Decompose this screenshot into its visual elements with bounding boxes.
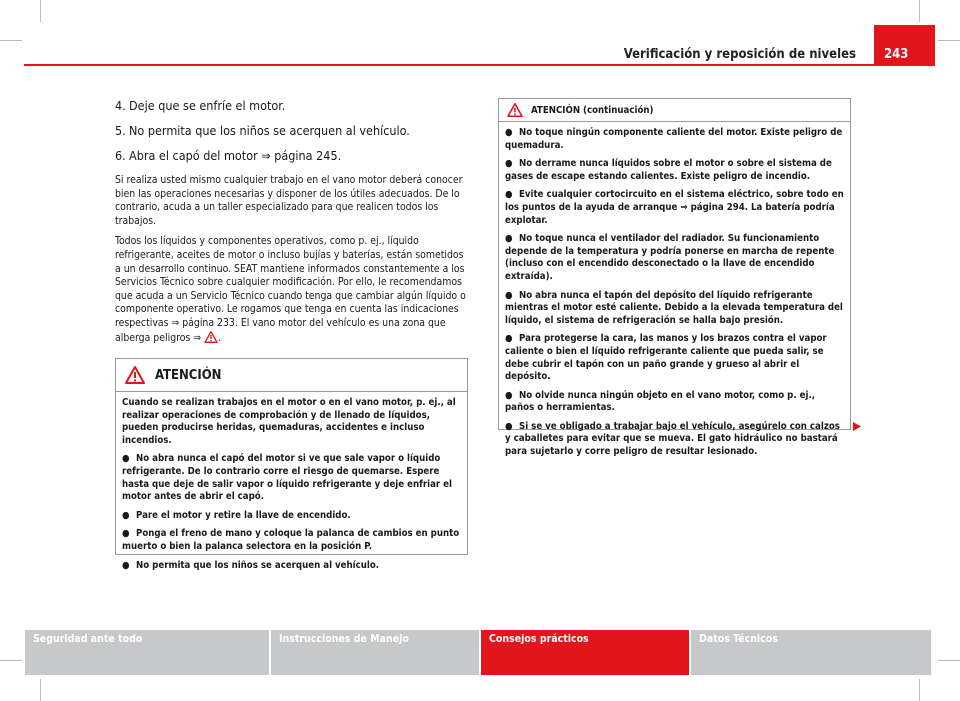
page-number: 243 [874, 25, 935, 65]
step-text: Abra el capó del motor ⇒ página 245. [129, 148, 342, 163]
warning-bullet: ● Pare el motor y retire la llave de encendido. [122, 509, 351, 521]
crop-mark [0, 40, 22, 41]
bullet-icon: ● [505, 420, 513, 432]
warning-continuation-header [499, 99, 850, 122]
fluids-paragraph-end: . [218, 331, 222, 344]
crop-mark [0, 660, 22, 661]
step-text: Deje que se enfríe el motor. [129, 98, 286, 113]
warning-bullet: ● No toque ningún componente caliente del motor. Existe peligro de quemadura. [505, 127, 843, 151]
crop-mark [40, 0, 41, 22]
crop-mark [938, 660, 960, 661]
warning-bullet: ● Ponga el freno de mano y coloque la palanca de cambios en punto muerto o bien la palanca selectora en la posición P. [122, 528, 460, 552]
fluids-paragraph [115, 235, 467, 345]
bullet-icon: ● [505, 389, 513, 401]
warning-continuation-box [498, 98, 851, 458]
intro-paragraph: Si realiza usted mismo cualquier trabajo en el vano motor deberá conocer bien las operaciones necesarias y disponer de los útiles adecuados. De lo contrario, acuda a un taller especializado para que realicen todos los trabajos. [115, 174, 463, 227]
tab-datos-tecnicos[interactable]: Datos Técnicos [691, 630, 931, 675]
crop-mark [40, 679, 41, 701]
warning-bullet: ● Evite cualquier cortocircuito en el sistema eléctrico, sobre todo en los puntos de la ayuda de arranque ⇒ página 294. La batería podría explotar. [505, 189, 844, 226]
warning-triangle-icon [507, 103, 523, 117]
warning-continuation-body [499, 122, 850, 459]
bullet-icon: ● [505, 189, 513, 201]
warning-bullet: ● No toque nunca el ventilador del radiador. Su funcionamiento depende de la temperatura y podría ponerse en marcha de repente (incluso con el encendido desconectado o la llave de encendido extraída). [505, 233, 835, 282]
bullet-icon: ● [505, 127, 513, 138]
warning-box [115, 358, 468, 571]
steps-list [115, 98, 467, 164]
step-item [115, 123, 467, 139]
step-number: 5. [115, 123, 126, 138]
warning-title: ATENCIÓN [155, 367, 222, 383]
tab-consejos[interactable]: Consejos prácticos [481, 630, 689, 675]
bullet-icon: ● [505, 333, 513, 345]
fluids-paragraph-text: Todos los líquidos y componentes operativos, como p. ej., líquido refrigerante, aceites de motor o incluso bujías y baterías, están sometidos a un desarrollo continuo. SEAT mantiene informados constantemente a los Servicios Técnico sobre cualquier modificación. Por ello, le recomendamos que acuda a un Servicio Técnico cuando tenga que cambiar algún líquido o componente operativo. Le rogamos que tenga en cuenta las indicaciones respectivas ⇒ página 233. El vano motor del vehículo es una zona que alberga peligros ⇒ [115, 235, 466, 344]
step-number: 6. [115, 148, 126, 163]
header-divider [24, 64, 935, 66]
warning-continuation-title: ATENCIÓN (continuación) [531, 104, 654, 116]
bullet-icon: ● [122, 453, 130, 465]
warning-header [116, 359, 467, 392]
warning-bullet: ● No derrame nunca líquidos sobre el motor o sobre el sistema de gases de escape estando calientes. Existe peligro de incendio. [505, 158, 832, 182]
bullet-icon: ● [122, 528, 130, 540]
bullet-icon: ● [122, 509, 130, 521]
warning-triangle-icon [125, 366, 145, 384]
warning-bullet: ● No abra nunca el capó del motor si ve que sale vapor o líquido refrigerante. De lo contrario corre el riesgo de quemarse. Espere hasta que deje de salir vapor o líquido refrigerante y deje enfriar el motor antes de abrir el capó. [122, 453, 452, 503]
warning-bullet: ● No abra nunca el tapón del depósito del líquido refrigerante mientras el motor esté caliente. Debido a la elevada temperatura del líquido, el sistema de refrigeración se halla bajo presión. [505, 289, 843, 326]
bullet-icon: ● [505, 158, 513, 170]
continue-arrow-icon [853, 422, 861, 431]
warning-bullet: ● No permita que los niños se acerquen al vehículo. [122, 559, 380, 571]
warning-bullet: ● Para protegerse la cara, las manos y los brazos contra el vapor caliente o bien el líquido refrigerante caliente que pueda salir, se debe cubrir el tapón con un paño grande y grueso al abrir el depósito. [505, 333, 827, 383]
warning-intro: Cuando se realizan trabajos en el motor o en el vano motor, p. ej., al realizar operaciones de comprobación y de llenado de líquidos, pueden producirse heridas, quemaduras, accidentes e incluso incendios. [122, 397, 456, 446]
step-number: 4. [115, 98, 126, 113]
tab-seguridad[interactable]: Seguridad ante todo [25, 630, 269, 675]
section-title: Verificación y reposición de niveles [623, 47, 856, 62]
crop-mark [919, 679, 920, 701]
crop-mark [938, 40, 960, 41]
tab-instrucciones[interactable]: Instrucciones de Manejo [271, 630, 479, 675]
crop-mark [919, 0, 920, 22]
footer-tabs [25, 630, 933, 675]
warning-bullet: ● Si se ve obligado a trabajar bajo el vehículo, asegúrelo con calzos y caballetes para evitar que se mueva. El gato hidráulico no bastará para sujetarlo y corre peligro de resultar lesionado. [505, 420, 840, 458]
bullet-icon: ● [505, 233, 513, 245]
left-column [115, 98, 467, 352]
bullet-icon: ● [505, 289, 513, 301]
step-text: No permita que los niños se acerquen al vehículo. [129, 123, 410, 138]
warning-triangle-icon [204, 331, 218, 343]
warning-bullet: ● No olvide nunca ningún objeto en el vano motor, como p. ej., paños o herramientas. [505, 389, 816, 414]
warning-body [116, 392, 467, 572]
bullet-icon: ● [122, 559, 130, 571]
step-item [115, 148, 467, 164]
step-item [115, 98, 467, 114]
